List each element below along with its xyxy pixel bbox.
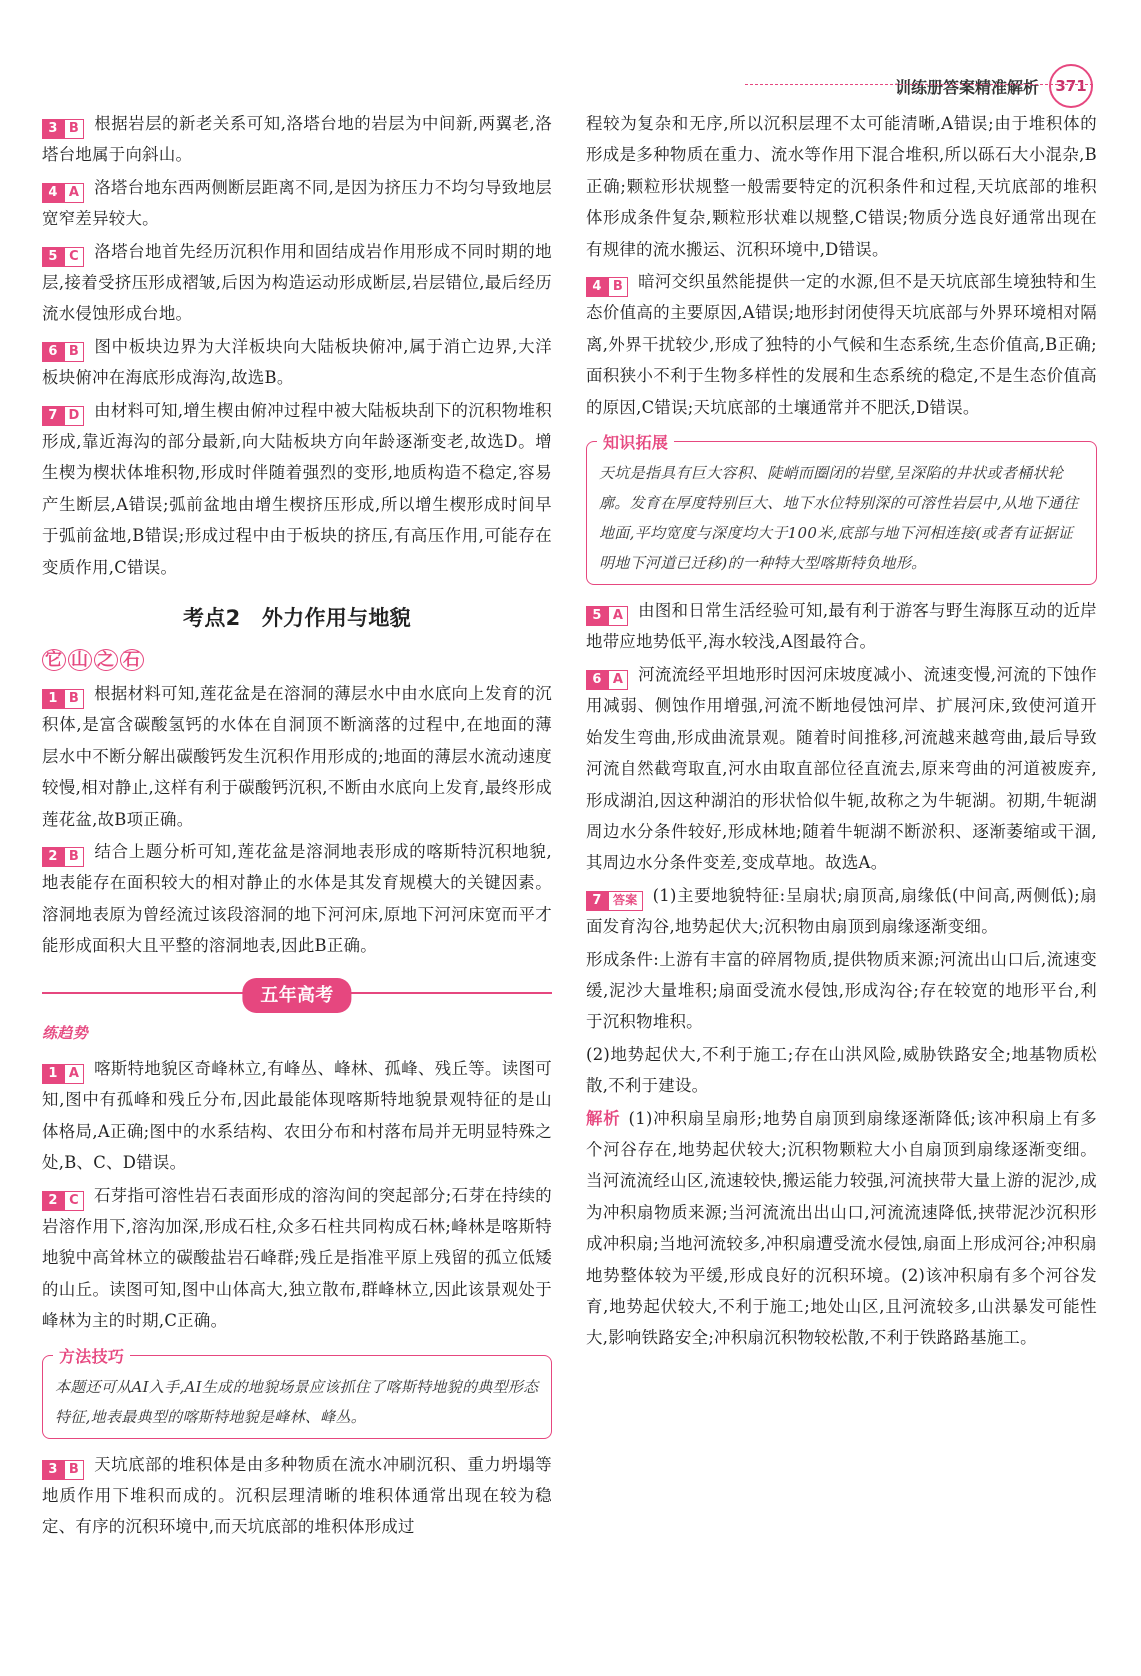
page-header	[895, 64, 1093, 108]
question-item: 2 B 结合上题分析可知,莲花盆是溶洞地表形成的喀斯特沉积地貌,地表能存在面积较大的相对静止的水体是其发育规模大的关键因素。溶洞地表原为曾经流过该段溶洞的地下河河床,原地下河河床宽而平才能形成面积大且平整的溶洞地表,因此B正确。	[42, 841, 552, 956]
method-box	[42, 1346, 552, 1439]
knowledge-title: 知识拓展	[597, 428, 674, 458]
method-text: 本题还可从AI入手,AI生成的地貌场景应该抓住了喀斯特地貌的典型形态特征,地表最典型的喀斯特地貌是峰林、峰丛。	[55, 1377, 539, 1426]
question-item: 4 A 洛塔台地东西两侧断层距离不同,是因为挤压力不均匀导致地层宽窄差异较大。	[42, 177, 552, 229]
tashan-tag: 它 山 之 石	[42, 645, 146, 676]
question-item: 2 C 石芽指可溶性岩石表面形成的溶沟间的突起部分;石芽在持续的岩溶作用下,溶沟加深,形成石柱,众多石柱共同构成石林;峰林是喀斯特地貌中高耸林立的碳酸盐岩石峰群;残丘是指准平原上残留的孤立低矮的山丘。读图可知,图中山体高大,独立散布,群峰林立,因此该景观处于峰林为主的时期,C正确。	[42, 1185, 552, 1331]
question-item: 4 B 暗河交织虽然能提供一定的水源,但不是天坑底部生境独特和生态价值高的主要原因,A错误;地形封闭使得天坑底部与外界环境相对隔离,外界干扰较少,形成了独特的小气候和生态系统,生态价值高,B正确;面积狭小不利于生物多样性的发展和生态系统的稳定,不是生态价值高的原因,C错误;天坑底部的土壤通常并不肥沃,D错误。	[586, 272, 1097, 417]
question-item: 1 A 喀斯特地貌区奇峰林立,有峰丛、峰林、孤峰、残丘等。读图可知,图中有孤峰和残丘分布,因此最能体现喀斯特地貌景观特征的是山体格局,A正确;图中的水系结构、农田分布和村落布局并无明显特殊之处,B、C、D错误。	[42, 1058, 552, 1173]
formation-conditions: 形成条件:上游有丰富的碎屑物质,提供物质来源;河流出山口后,流速变缓,泥沙大量堆积;扇面受流水侵蚀,形成沟谷;存在较宽的地形平台,利于沉积物堆积。	[586, 949, 1097, 1032]
question-item: 6 A 河流流经平坦地形时因河床坡度减小、流速变慢,河流的下蚀作用减弱、侧蚀作用增强,河流不断地侵蚀河岸、扩展河床,致使河道开始发生弯曲,形成曲流景观。随着时间推移,河流越来越弯曲,最后导致河流自然截弯取直,河水由取直部位径直流去,原来弯曲的河道被废弃,形成湖泊,因这种湖泊的形状恰似牛轭,故称之为牛轭湖。初期,牛轭湖周边水分条件较好,形成林地;随着牛轭湖不断淤积、逐渐萎缩或干涸,其周边水分条件变差,变成草地。故选A。	[586, 664, 1097, 873]
continued-text: 程较为复杂和无序,所以沉积层理不太可能清晰,A错误;由于堆积体的形成是多种物质在重力、流水等作用下混合堆积,所以砾石大小混杂,B正确;颗粒形状规整一般需要特定的沉积条件和过程,天坑底部的堆积体形成条件复杂,颗粒形状难以规整,C错误;物质分选良好通常出现在有规律的流水搬运、沉积环境中,D错误。	[586, 114, 1097, 259]
knowledge-box	[586, 433, 1097, 585]
question-item: 3 B 天坑底部的堆积体是由多种物质在流水冲刷沉积、重力坍塌等地质作用下堆积而成的。沉积层理清晰的堆积体通常出现在较为稳定、有序的沉积环境中,而天坑底部的堆积体形成过	[42, 1454, 552, 1537]
knowledge-text: 天坑是指具有巨大容积、陡峭而圈闭的岩壁,呈深陷的井状或者桶状轮廓。发育在厚度特别巨大、地下水位特别深的可溶性岩层中,从地下通往地面,平均宽度与深度均大于100米,底部与地下河相连接(或者有证据证明地下河道已迁移)的一种特大型喀斯特负地形。	[599, 464, 1079, 573]
question-item: 7 答案 (1)主要地貌特征:呈扇状;扇顶高,扇缘低(中间高,两侧低);扇面发育沟谷,地势起伏大;沉积物由扇顶到扇缘逐渐变细。	[586, 885, 1097, 937]
answer-part-2: (2)地势起伏大,不利于施工;存在山洪风险,威胁铁路安全;地基物质松散,不利于建设。	[586, 1044, 1097, 1096]
question-item: 5 A 由图和日常生活经验可知,最有利于游客与野生海豚互动的近岸地带应地势低平,海水较浅,A图最符合。	[586, 601, 1097, 652]
header-divider	[745, 84, 1093, 85]
trend-tag: 练趋势	[42, 1023, 88, 1042]
question-item: 1 B 根据材料可知,莲花盆是在溶洞的薄层水中由水底向上发育的沉积体,是富含碳酸氢钙的水体在自洞顶不断滴落的过程中,在地面的薄层水中不断分解出碳酸钙发生沉积作用形成的;地面的薄层水流动速度较慢,相对静止,这样有利于碳酸钙沉积,不断由水底向上发育,最终形成莲花盆,故B项正确。	[42, 683, 552, 829]
right-column	[586, 108, 1097, 1355]
section-title: 考点2 外力作用与地貌	[183, 606, 411, 631]
header-title: 训练册答案精准解析	[894, 77, 1039, 97]
question-item: 7 D 由材料可知,增生楔由俯冲过程中被大陆板块刮下的沉积物堆积形成,靠近海沟的部分最新,向大陆板块方向年龄逐渐变老,故选D。增生楔为楔状体堆积物,形成时伴随着强烈的变形,地质构造不稳定,容易产生断层,A错误;弧前盆地由增生楔挤压形成,所以增生楔形成时间早于弧前盆地,B错误;形成过程中由于板块的挤压,有高压作用,可能存在变质作用,C错误。	[42, 400, 552, 577]
question-item: 3 B 根据岩层的新老关系可知,洛塔台地的岩层为中间新,两翼老,洛塔台地属于向斜山。	[42, 114, 552, 165]
analysis: 解析 (1)冲积扇呈扇形;地势自扇顶到扇缘逐渐降低;该冲积扇上有多个河谷存在,地势起伏较大;沉积物颗粒大小自扇顶到扇缘逐渐变细。当河流流经山区,流速较快,搬运能力较强,河流挟带大量上游的泥沙,成为冲积扇物质来源;当河流流出出山口,河流流速降低,挟带泥沙沉积形成冲积扇;当地河流较多,冲积扇遭受流水侵蚀,扇面上形成河谷;冲积扇地势整体较为平缓,形成良好的沉积环境。(2)该冲积扇有多个河谷发育,地势起伏较大,不利于施工;地处山区,且河流较多,山洪暴发可能性大,影响铁路安全;冲积扇沉积物较松散,不利于铁路路基施工。	[586, 1108, 1097, 1348]
page-number: 371	[1049, 64, 1093, 108]
method-title: 方法技巧	[53, 1342, 130, 1372]
question-item: 5 C 洛塔台地首先经历沉积作用和固结成岩作用形成不同时期的地层,接着受挤压形成褶皱,后因为构造运动形成断层,岩层错位,最后经历流水侵蚀形成台地。	[42, 241, 552, 324]
five-year-banner: 五年高考	[42, 976, 552, 1010]
question-item: 6 B 图中板块边界为大洋板块向大陆板块俯冲,属于消亡边界,大洋板块俯冲在海底形成海沟,故选B。	[42, 336, 552, 388]
left-column	[42, 108, 552, 1544]
